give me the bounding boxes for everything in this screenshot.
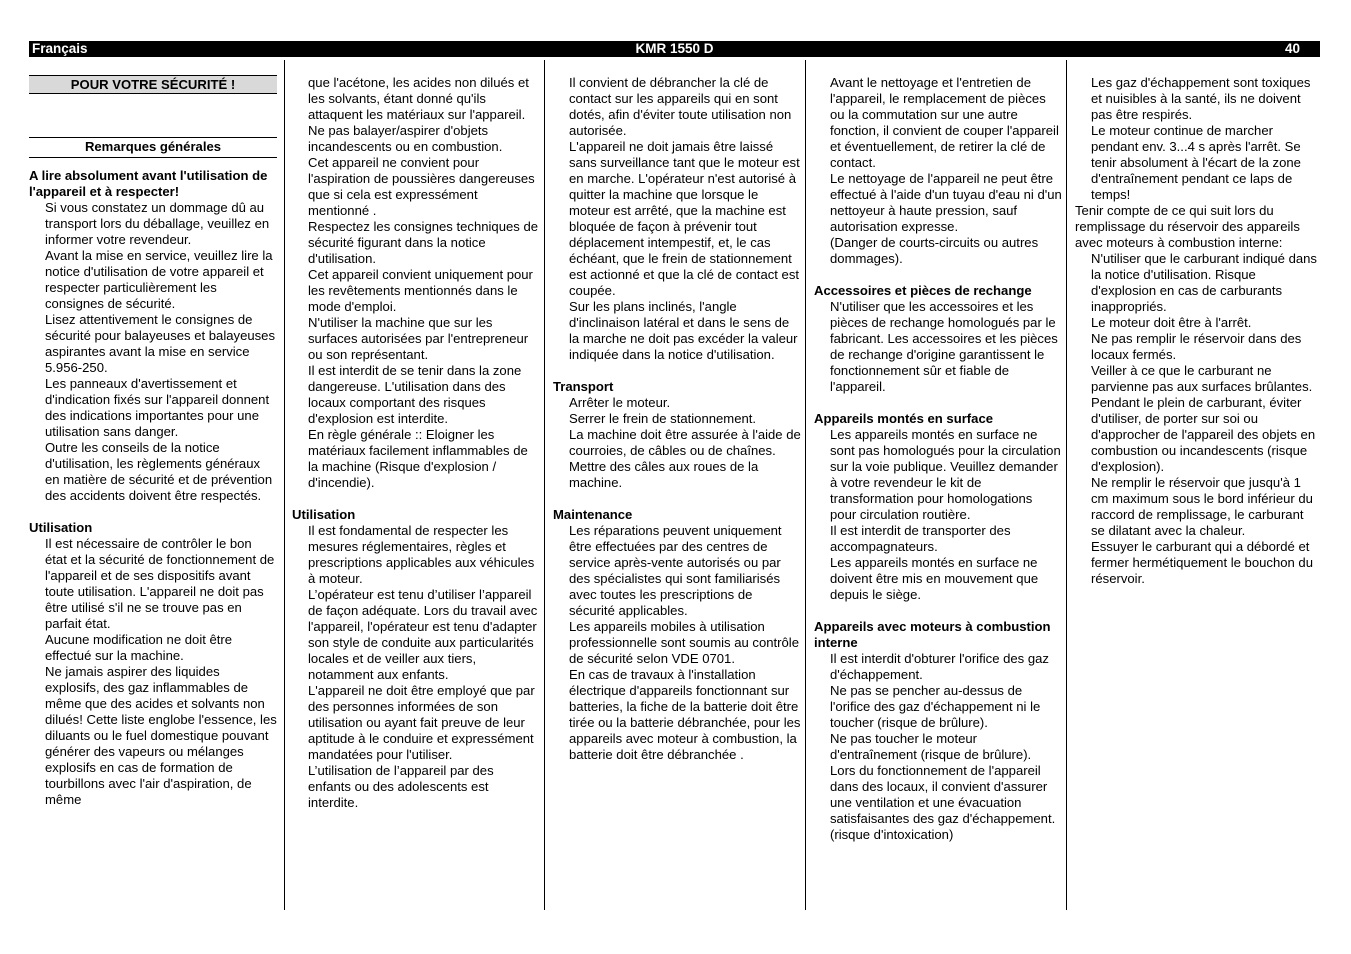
section-title-remarques: Remarques générales [29,137,277,158]
paragraph: Il est interdit de se tenir dans la zone dangereuse. L'utilisation dans des locaux comportant des risques d'explosion est interdite. [308,363,522,426]
paragraph: N'utiliser que les accessoires et les pièces de rechange homologués par le fabricant. Les accessoires et les pièces de rechange d'origine garantissent le fonctionnement sûr et fiable de l'appareil. [830,299,1058,394]
header-language: Français [32,41,88,56]
paragraph: Veiller à ce que le carburant ne parvienne pas aux surfaces brûlantes. [1091,363,1313,394]
paragraph: Essuyer le carburant qui a débordé et fermer hermétiquement le bouchon du réservoir. [1091,539,1313,586]
paragraph: Tenir compte de ce qui suit lors du remplissage du réservoir des appareils avec moteurs à combustion interne: [1075,203,1300,250]
section-title-securite: POUR VOTRE SÉCURITÉ ! [29,75,277,94]
paragraph: Il est interdit de transporter des accompagnateurs. [830,523,1011,554]
paragraph: Cet appareil ne convient pour l'aspiration de poussières dangereuses que si cela est expressément mentionné . [308,155,535,218]
paragraph: Serrer le frein de stationnement. [569,411,757,426]
heading-moteurs-combustion: Appareils avec moteurs à combustion interne [814,619,1051,650]
paragraph: Le moteur doit être à l'arrêt. [1091,315,1252,330]
text-column-4 [814,60,1062,910]
paragraph: Avant la mise en service, veuillez lire la notice d'utilisation de votre appareil et respecter particulièrement les consignes de sécurité. [45,248,273,311]
paragraph: Ne pas remplir le réservoir dans des locaux fermés. [1091,331,1302,362]
paragraph: Sur les plans inclinés, l'angle d'inclinaison latéral et dans le sens de la marche ne doit pas excéder la valeur indiquée dans la notice d'utilisation. [569,299,798,362]
paragraph: Respectez les consignes techniques de sécurité figurant dans la notice d'utilisation. [308,219,539,266]
paragraph: N'utiliser que le carburant indiqué dans la notice d'utilisation. Risque d'explosion en cas de carburants inappropriés. [1091,251,1317,314]
paragraph: Avant le nettoyage et l'entretien de l'appareil, le remplacement de pièces ou la commutation sur une autre fonction, il convient de couper l'appareil et éventuellement, de retirer la clé de contact. [830,75,1059,170]
paragraph: En cas de travaux à l'installation électrique d'appareils fonctionnant sur batteries, la fiche de la batterie doit être tirée ou la batterie débranchée, pour les appareils avec moteur à combustion, la batterie doit être débranchée . [569,667,801,762]
heading-maintenance: Maintenance [553,507,633,522]
heading-transport: Transport [553,379,614,394]
paragraph: L'appareil ne doit être employé que par des personnes informées de son utilisation ou ayant fait preuve de leur aptitude à le conduire et expressément mandatées pour l'utiliser. [308,683,535,762]
heading-accessoires: Accessoires et pièces de rechange [814,283,1032,298]
paragraph: Il convient de débrancher la clé de contact sur les appareils qui en sont dotés, afin d'éviter toute utilisation non autorisée. [569,75,792,138]
paragraph: L’utilisation de l’appareil par des enfants ou des adolescents est interdite. [308,763,494,810]
paragraph: Les appareils montés en surface ne doivent être mis en mouvement que depuis le siège. [830,555,1039,602]
page-header [29,41,1320,57]
column-divider [544,60,545,910]
text-column-5 [1075,60,1320,910]
paragraph: Les réparations peuvent uniquement être effectuées par des centres de service après-vente autorisés ou par des spécialistes qui sont familiarisés avec toutes les prescriptions de sécurité applicables. [569,523,782,618]
paragraph: Les appareils montés en surface ne sont pas homologués pour la circulation sur la voie publique. Veuillez demander à votre revendeur le kit de transformation pour homologations pour circulation routière. [830,427,1061,522]
header-page-number: 40 [1284,41,1300,56]
paragraph: Lors du fonctionnement de l'appareil dans des locaux, il convient d'assurer une ventilation et une évacuation satisfaisantes des gaz d'échappement. (risque d'intoxication) [830,763,1056,842]
heading-utilisation: Utilisation [292,507,356,522]
column-divider [284,60,285,910]
paragraph: Ne pas se pencher au-dessus de l'orifice des gaz d'échappement ni le toucher (risque de brûlure). [830,683,1041,730]
paragraph: Outre les conseils de la notice d'utilisation, les règlements généraux en matière de sécurité et de prévention des accidents doivent être respectés. [45,440,273,503]
paragraph: Ne jamais aspirer des liquides explosifs, des gaz inflammables de même que des acides et solvants non dilués! Cette liste englobe l'essence, les diluants ou le fuel domestique pouvant générer des vapeurs ou mélanges explosifs en cas de formation de tourbillons avec l'air d'aspiration, de même [45,664,277,807]
paragraph: Cet appareil convient uniquement pour les revêtements mentionnés dans le mode d'emploi. [308,267,533,314]
paragraph: Les appareils mobiles à utilisation professionnelle sont soumis au contrôle de sécurité selon VDE 0701. [569,619,799,666]
paragraph: N'utiliser la machine que sur les surfaces autorisées par l'entrepreneur ou son représentant. [308,315,529,362]
paragraph: Ne remplir le réservoir que jusqu'à 1 cm maximum sous le bord inférieur du raccord de remplissage, le carburant se dilatant avec la chaleur. [1091,475,1313,538]
text-column-2 [292,60,539,910]
paragraph: La machine doit être assurée à l'aide de courroies, de câbles ou de chaînes. [569,427,801,458]
paragraph: Il est nécessaire de contrôler le bon état et la sécurité de fonctionnement de l'appareil et de ses dispositifs avant toute utilisation. L'appareil ne doit pas être utilisé s'il ne se trouve pas en parfait état. [45,536,275,631]
paragraph: Pendant le plein de carburant, éviter d'utiliser, de porter sur soi ou d'approcher de l'appareil des objets en combustion ou incandescents (risque d'explosion). [1091,395,1316,474]
paragraph: que l'acétone, les acides non dilués et les solvants, étant donné qu'ils attaquent les matériaux sur l'appareil. [308,75,529,122]
paragraph: Mettre des câles aux roues de la machine. [569,459,759,490]
paragraph: (Danger de courts-circuits ou autres dommages). [830,235,1039,266]
paragraph: Ne pas toucher le moteur d'entraînement (risque de brûlure). [830,731,1032,762]
heading-appareils-surface: Appareils montés en surface [814,411,994,426]
paragraph: Le nettoyage de l'appareil ne peut être effectué à l'aide d'un tuyau d'eau ni d'un nettoyeur à haute pression, sauf autorisation expresse. [830,171,1062,234]
paragraph: Arrêter le moteur. [569,395,671,410]
paragraph: Ne pas balayer/aspirer d'objets incandescents ou en combustion. [308,123,503,154]
intro-heading: A lire absolument avant l'utilisation de l'appareil et à respecter! [29,168,268,199]
paragraph: Si vous constatez un dommage dû au transport lors du déballage, veuillez en informer votre revendeur. [45,200,270,247]
paragraph: Les panneaux d'avertissement et d'indication fixés sur l'appareil donnent des indications importantes pour une utilisation sans danger. [45,376,270,439]
paragraph: L'appareil ne doit jamais être laissé sans surveillance tant que le moteur est en marche. L'opérateur n'est autorisé à quitter la machine que lorsque le moteur est arrêté, que la machine est bloquée de façon à prévenir tout déplacement intempestif, et, le cas échéant, que le frein de stationnement est actionné et que la clé de contact est coupée. [569,139,800,298]
paragraph: Lisez attentivement le consignes de sécurité pour balayeuses et balayeuses aspirantes avant la mise en service 5.956-250. [45,312,276,375]
paragraph: Les gaz d'échappement sont toxiques et nuisibles à la santé, ils ne doivent pas être respirés. [1091,75,1311,122]
paragraph: Aucune modification ne doit être effectué sur la machine. [45,632,233,663]
column-divider [1066,60,1067,910]
text-column-3 [553,60,801,910]
heading-utilisation: Utilisation [29,520,93,535]
text-column-1 [29,60,277,910]
header-model: KMR 1550 D [635,41,714,56]
paragraph: Il est interdit d'obturer l'orifice des gaz d'échappement. [830,651,1049,682]
column-divider [805,60,806,910]
paragraph: Le moteur continue de marcher pendant env. 3...4 s après l'arrêt. Se tenir absolument à l'écart de la zone d'entraînement pendant ce laps de temps! [1091,123,1301,202]
paragraph: Il est fondamental de respecter les mesures réglementaires, règles et prescriptions applicables aux véhicules à moteur. [308,523,535,586]
paragraph: L’opérateur est tenu d’utiliser l’appareil de façon adéquate. Lors du travail avec l'appareil, l'opérateur est tenu d'adapter son style de conduite aux particularités locales et de veiller aux tiers, notamment aux enfants. [308,587,538,682]
paragraph: En règle générale :: Eloigner les matériaux facilement inflammables de la machine (Risque d'explosion / d'incendie). [308,427,528,490]
